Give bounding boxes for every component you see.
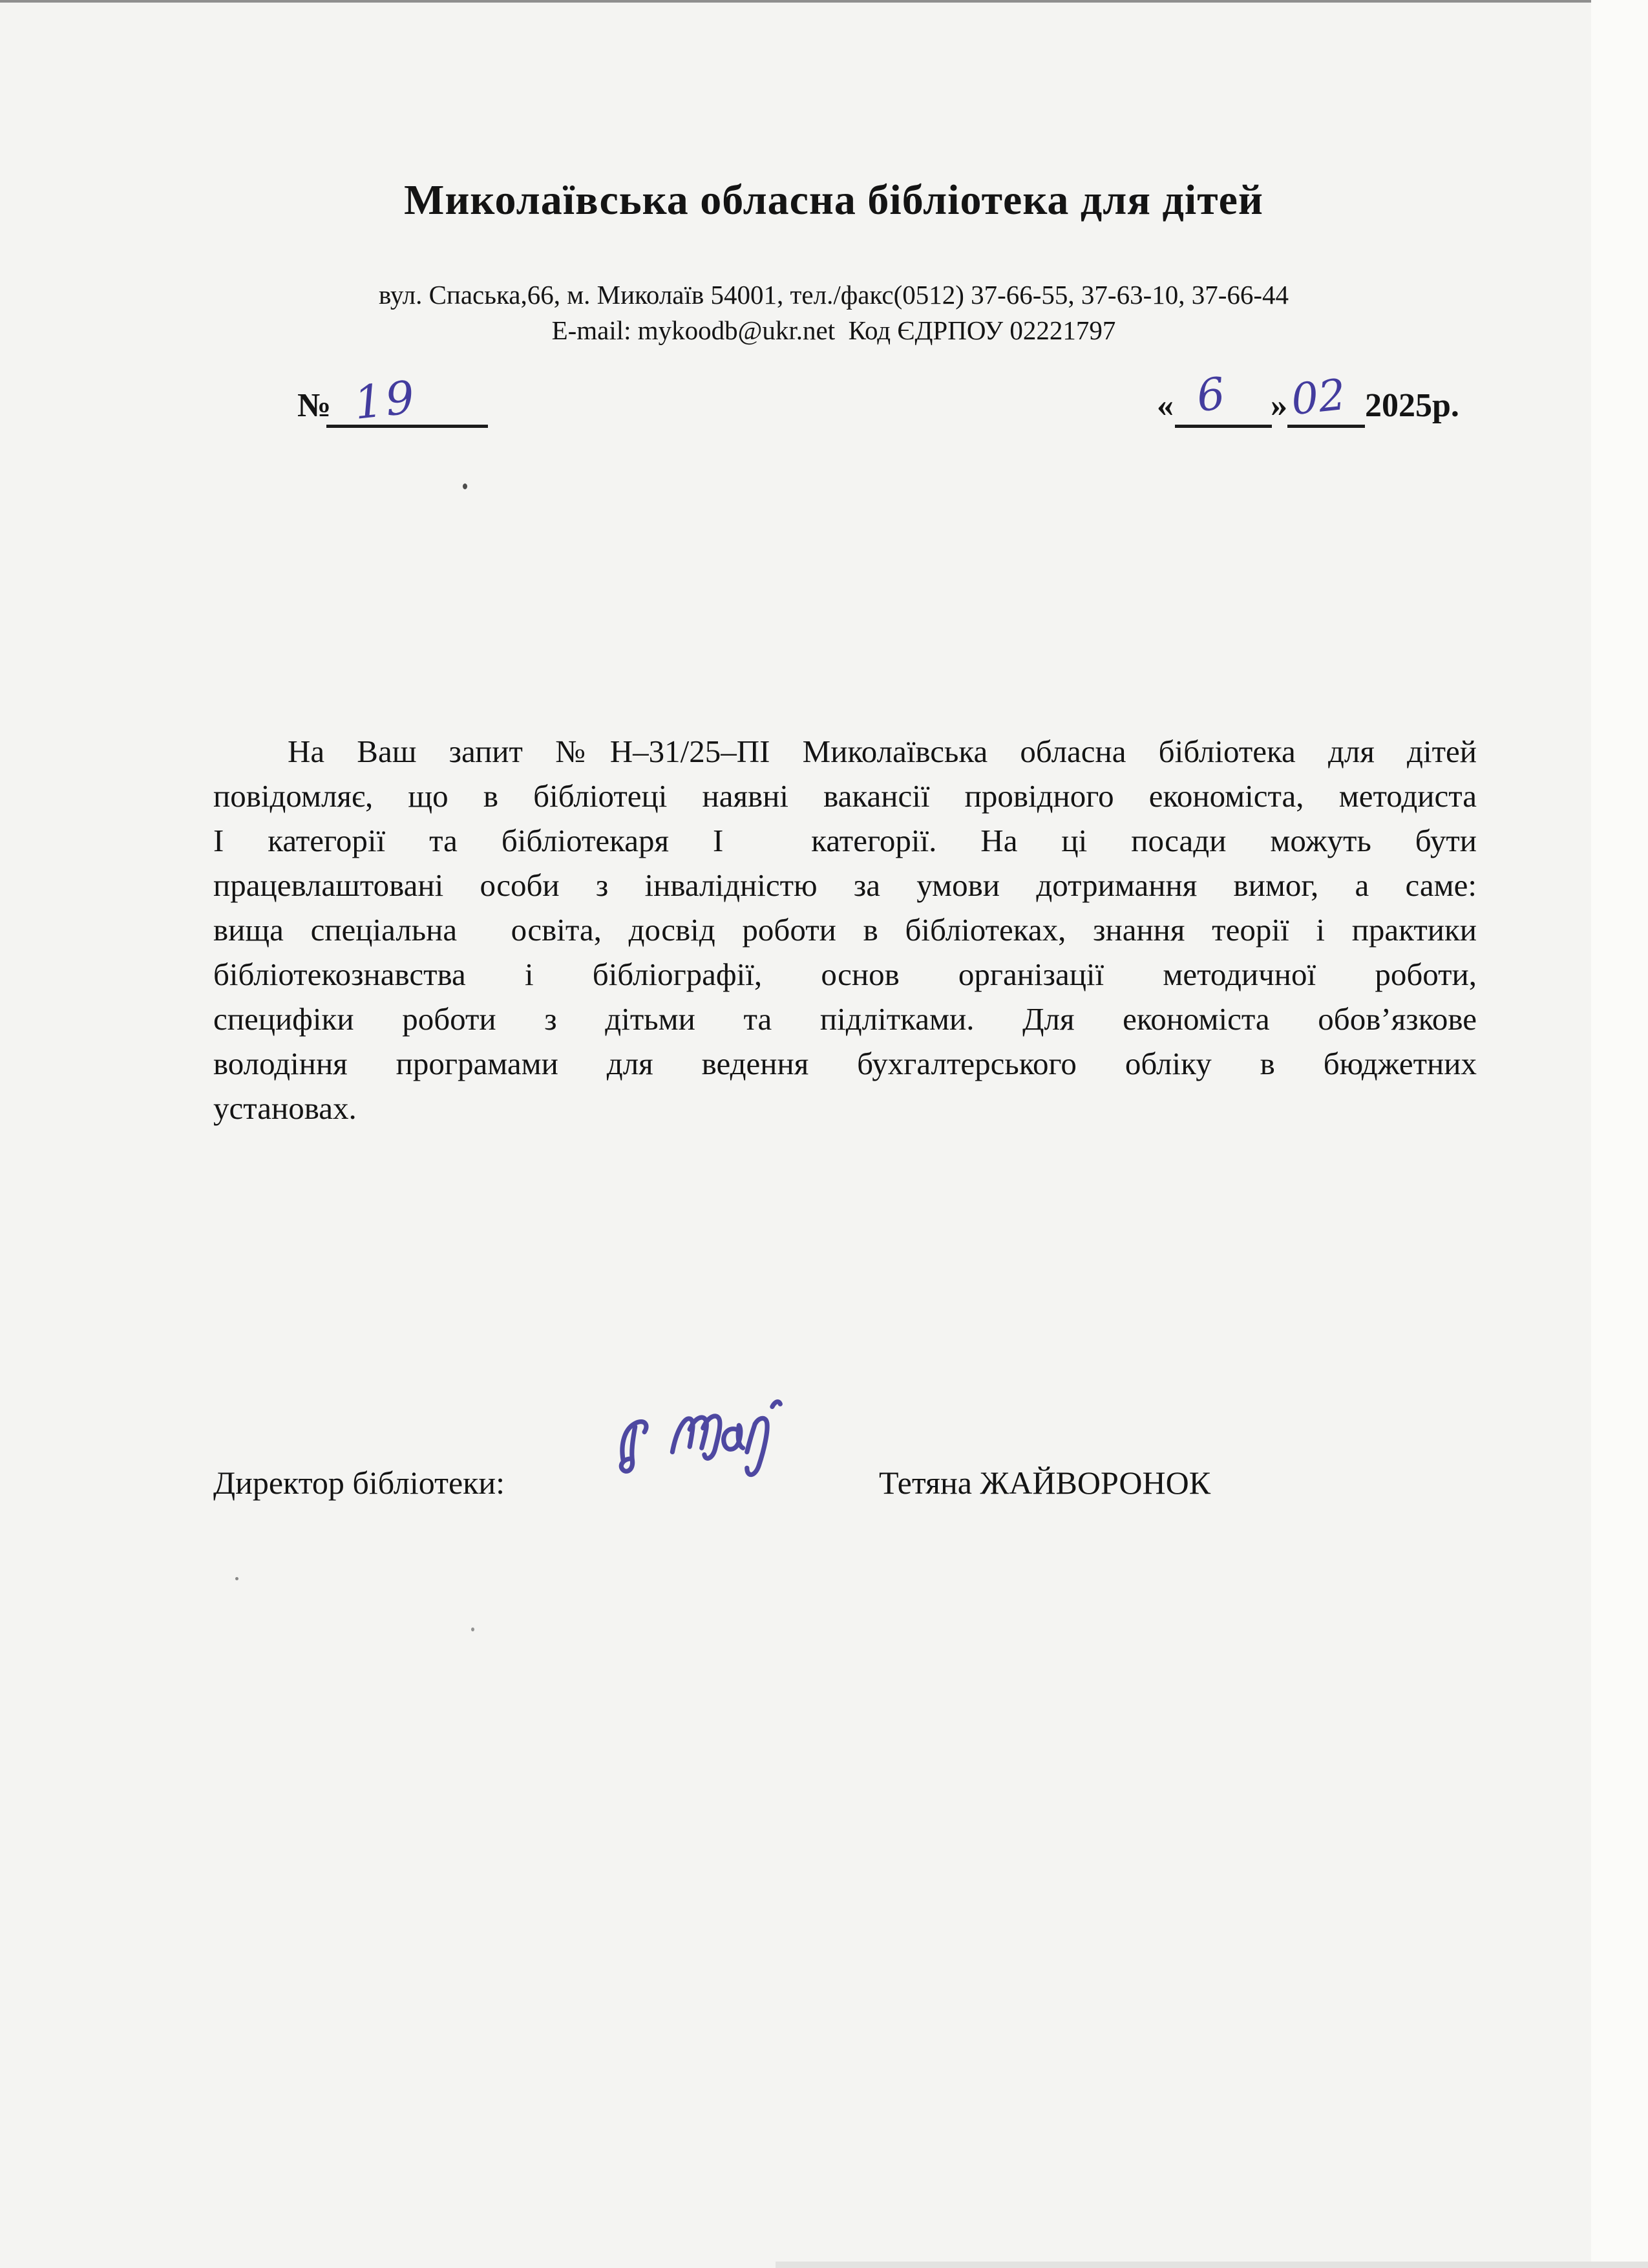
body-line: володіння програмами для ведення бухгалтерського обліку в бюджетних bbox=[213, 1046, 1477, 1081]
body-line: вища спеціальна освіта, досвід роботи в бібліотеках, знання теорії і практики bbox=[213, 912, 1477, 948]
letter-body bbox=[213, 729, 1477, 1130]
body-line: І категорії та бібліотекаря І категорії. На ці посади можуть бути bbox=[213, 823, 1477, 858]
organization-title: Миколаївська обласна бібліотека для дітей bbox=[404, 176, 1263, 224]
scan-speck bbox=[471, 1627, 474, 1631]
date-month-underline bbox=[1287, 425, 1365, 428]
date-year: 2025р. bbox=[1365, 387, 1459, 424]
contact-line: E-mail: mykoodb@ukr.net Код ЄДРПОУ 02221797 bbox=[551, 315, 1116, 345]
date-open-quote: « bbox=[1157, 387, 1174, 424]
date-day-underline bbox=[1175, 425, 1272, 428]
body-line: установах. bbox=[213, 1090, 357, 1126]
date-close-quote: » bbox=[1271, 387, 1287, 424]
body-line: повідомляє, що в бібліотеці наявні вакансії провідного економіста, методиста bbox=[213, 778, 1477, 814]
handwritten-signature-icon bbox=[598, 1386, 818, 1496]
signer-name: Тетяна ЖАЙВОРОНОК bbox=[879, 1465, 1211, 1501]
body-line: працевлаштовані особи з інвалідністю за умови дотримання вимог, а саме: bbox=[213, 867, 1477, 903]
reference-number-label: № bbox=[297, 387, 332, 424]
date-month-handwritten: 02 bbox=[1289, 369, 1348, 425]
date-day-handwritten: 6 bbox=[1194, 368, 1228, 423]
address-line: вул. Спаська,66, м. Миколаїв 54001, тел./факс(0512) 37-66-55, 37-63-10, 37-66-44 bbox=[378, 280, 1289, 310]
signer-role-label: Директор бібліотеки: bbox=[213, 1465, 505, 1501]
scan-speck bbox=[235, 1577, 238, 1580]
body-line: специфіки роботи з дітьми та підлітками. Для економіста обов’язкове bbox=[213, 1001, 1477, 1037]
body-line: бібліотекознавства і бібліографії, основ організації методичної роботи, bbox=[213, 957, 1477, 992]
scan-edge-top bbox=[0, 0, 1648, 3]
scan-edge-bottom bbox=[776, 2262, 1648, 2268]
reference-number-underline bbox=[326, 425, 488, 428]
reference-number-handwritten: 19 bbox=[351, 370, 420, 430]
body-line: На Ваш запит №Н–31/25–ПІ Миколаївська обласна бібліотека для дітей bbox=[288, 734, 1477, 769]
scan-speck bbox=[463, 483, 467, 489]
